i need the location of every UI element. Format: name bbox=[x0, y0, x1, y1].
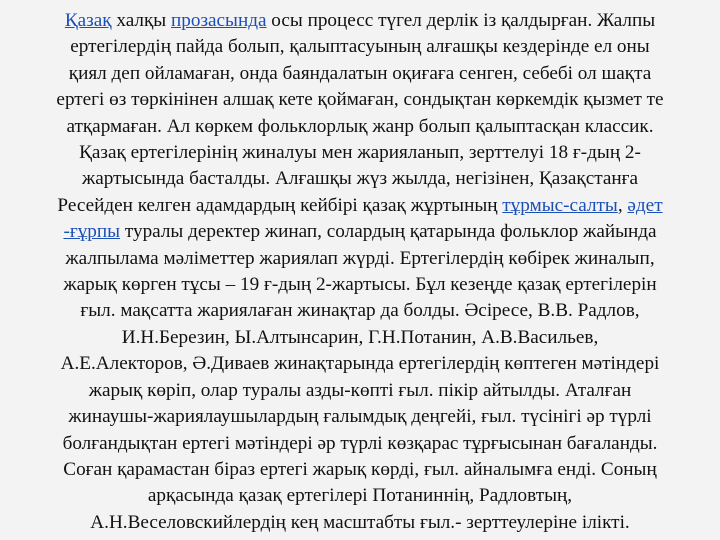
text-line-18: Соған қарамастан біраз ертегі жарық көрді, ғыл. айналымға енді. Соның bbox=[63, 458, 657, 480]
text-line-16: жинаушы-жариялаушылардың ғалымдық деңгейі, ғыл. түсінігі әр түрлі bbox=[68, 406, 652, 428]
text-segment: Ресейден келген адамдардың кейбірі қазақ жұртының bbox=[57, 194, 503, 216]
link-customs[interactable]: әдет bbox=[627, 194, 663, 216]
text-line-2: ертегілердің пайда болып, қалыптасуының алғашқы кездерінде ел оны bbox=[70, 36, 650, 58]
text-line-14: А.Е.Алекторов, Ә.Диваев жинақтарында ертегілердің көптеген мәтіндері bbox=[60, 353, 660, 375]
text-line-11: жарық көрген тұсы – 19 ғ-дың 2-жартысы. Бұл кезеңде қазақ ертегілерін bbox=[63, 274, 657, 296]
text-line-1 bbox=[30, 8, 690, 34]
text-segment: халқы bbox=[111, 10, 171, 31]
text-line-19: арқасында қазақ ертегілері Потаниннің, Радловтың, bbox=[147, 485, 573, 507]
text-segment: туралы деректер жинап, солардың қатарында фольклор жайында bbox=[120, 221, 657, 243]
text-line-17: болғандықтан ертегі мәтіндері әр түрлі көзқарас тұрғысынан бағаланды. bbox=[62, 432, 658, 454]
link-lifestyle[interactable]: тұрмыс-салты bbox=[502, 194, 618, 216]
text-line-7: жартысында басталды. Алғашқы жүз жылда, негізінен, Қазақстанға bbox=[81, 168, 639, 190]
text-segment: , bbox=[617, 194, 628, 216]
text-line-3: қиял деп ойламаған, онда баяндалатын оқиғаға сенген, себебі ол шақта bbox=[68, 62, 652, 84]
text-line-13: И.Н.Березин, Ы.Алтынсарин, Г.Н.Потанин, А.В.Васильев, bbox=[121, 326, 599, 348]
body-paragraph bbox=[30, 8, 690, 536]
text-segment: осы процесс түгел дерлік із қалдырған. Жалпы bbox=[266, 10, 656, 31]
link-prose[interactable]: прозасында bbox=[170, 10, 267, 31]
text-line-8 bbox=[30, 193, 690, 219]
text-line-20: А.Н.Веселовскийлердің кең масштабты ғыл.- зерттеулеріне ілікті. bbox=[90, 511, 630, 533]
text-line-10: жалпылама мәліметтер жариялап жүрді. Ертегілердің көбірек жиналып, bbox=[65, 247, 655, 269]
text-line-9 bbox=[30, 219, 690, 245]
text-line-4: ертегі өз төркінінен алшақ кете қоймаған, сондықтан көркемдік қызмет те bbox=[56, 89, 664, 111]
link-kazakh[interactable]: Қазақ bbox=[64, 10, 112, 31]
text-line-6: Қазақ ертегілерінің жиналуы мен жарияланып, зерттелуі 18 ғ-дың 2- bbox=[79, 142, 641, 164]
text-line-12: ғыл. мақсатта жариялаған жинақтар да болды. Әсіресе, В.В. Радлов, bbox=[80, 300, 640, 322]
text-line-5: атқармаған. Ал көркем фольклорлық жанр болып қалыптасқан классик. bbox=[66, 115, 654, 137]
text-line-15: жарық көріп, олар туралы азды-көпті ғыл. пікір айтылды. Аталған bbox=[88, 379, 632, 401]
link-customs-continued[interactable]: -ғұрпы bbox=[63, 221, 121, 243]
